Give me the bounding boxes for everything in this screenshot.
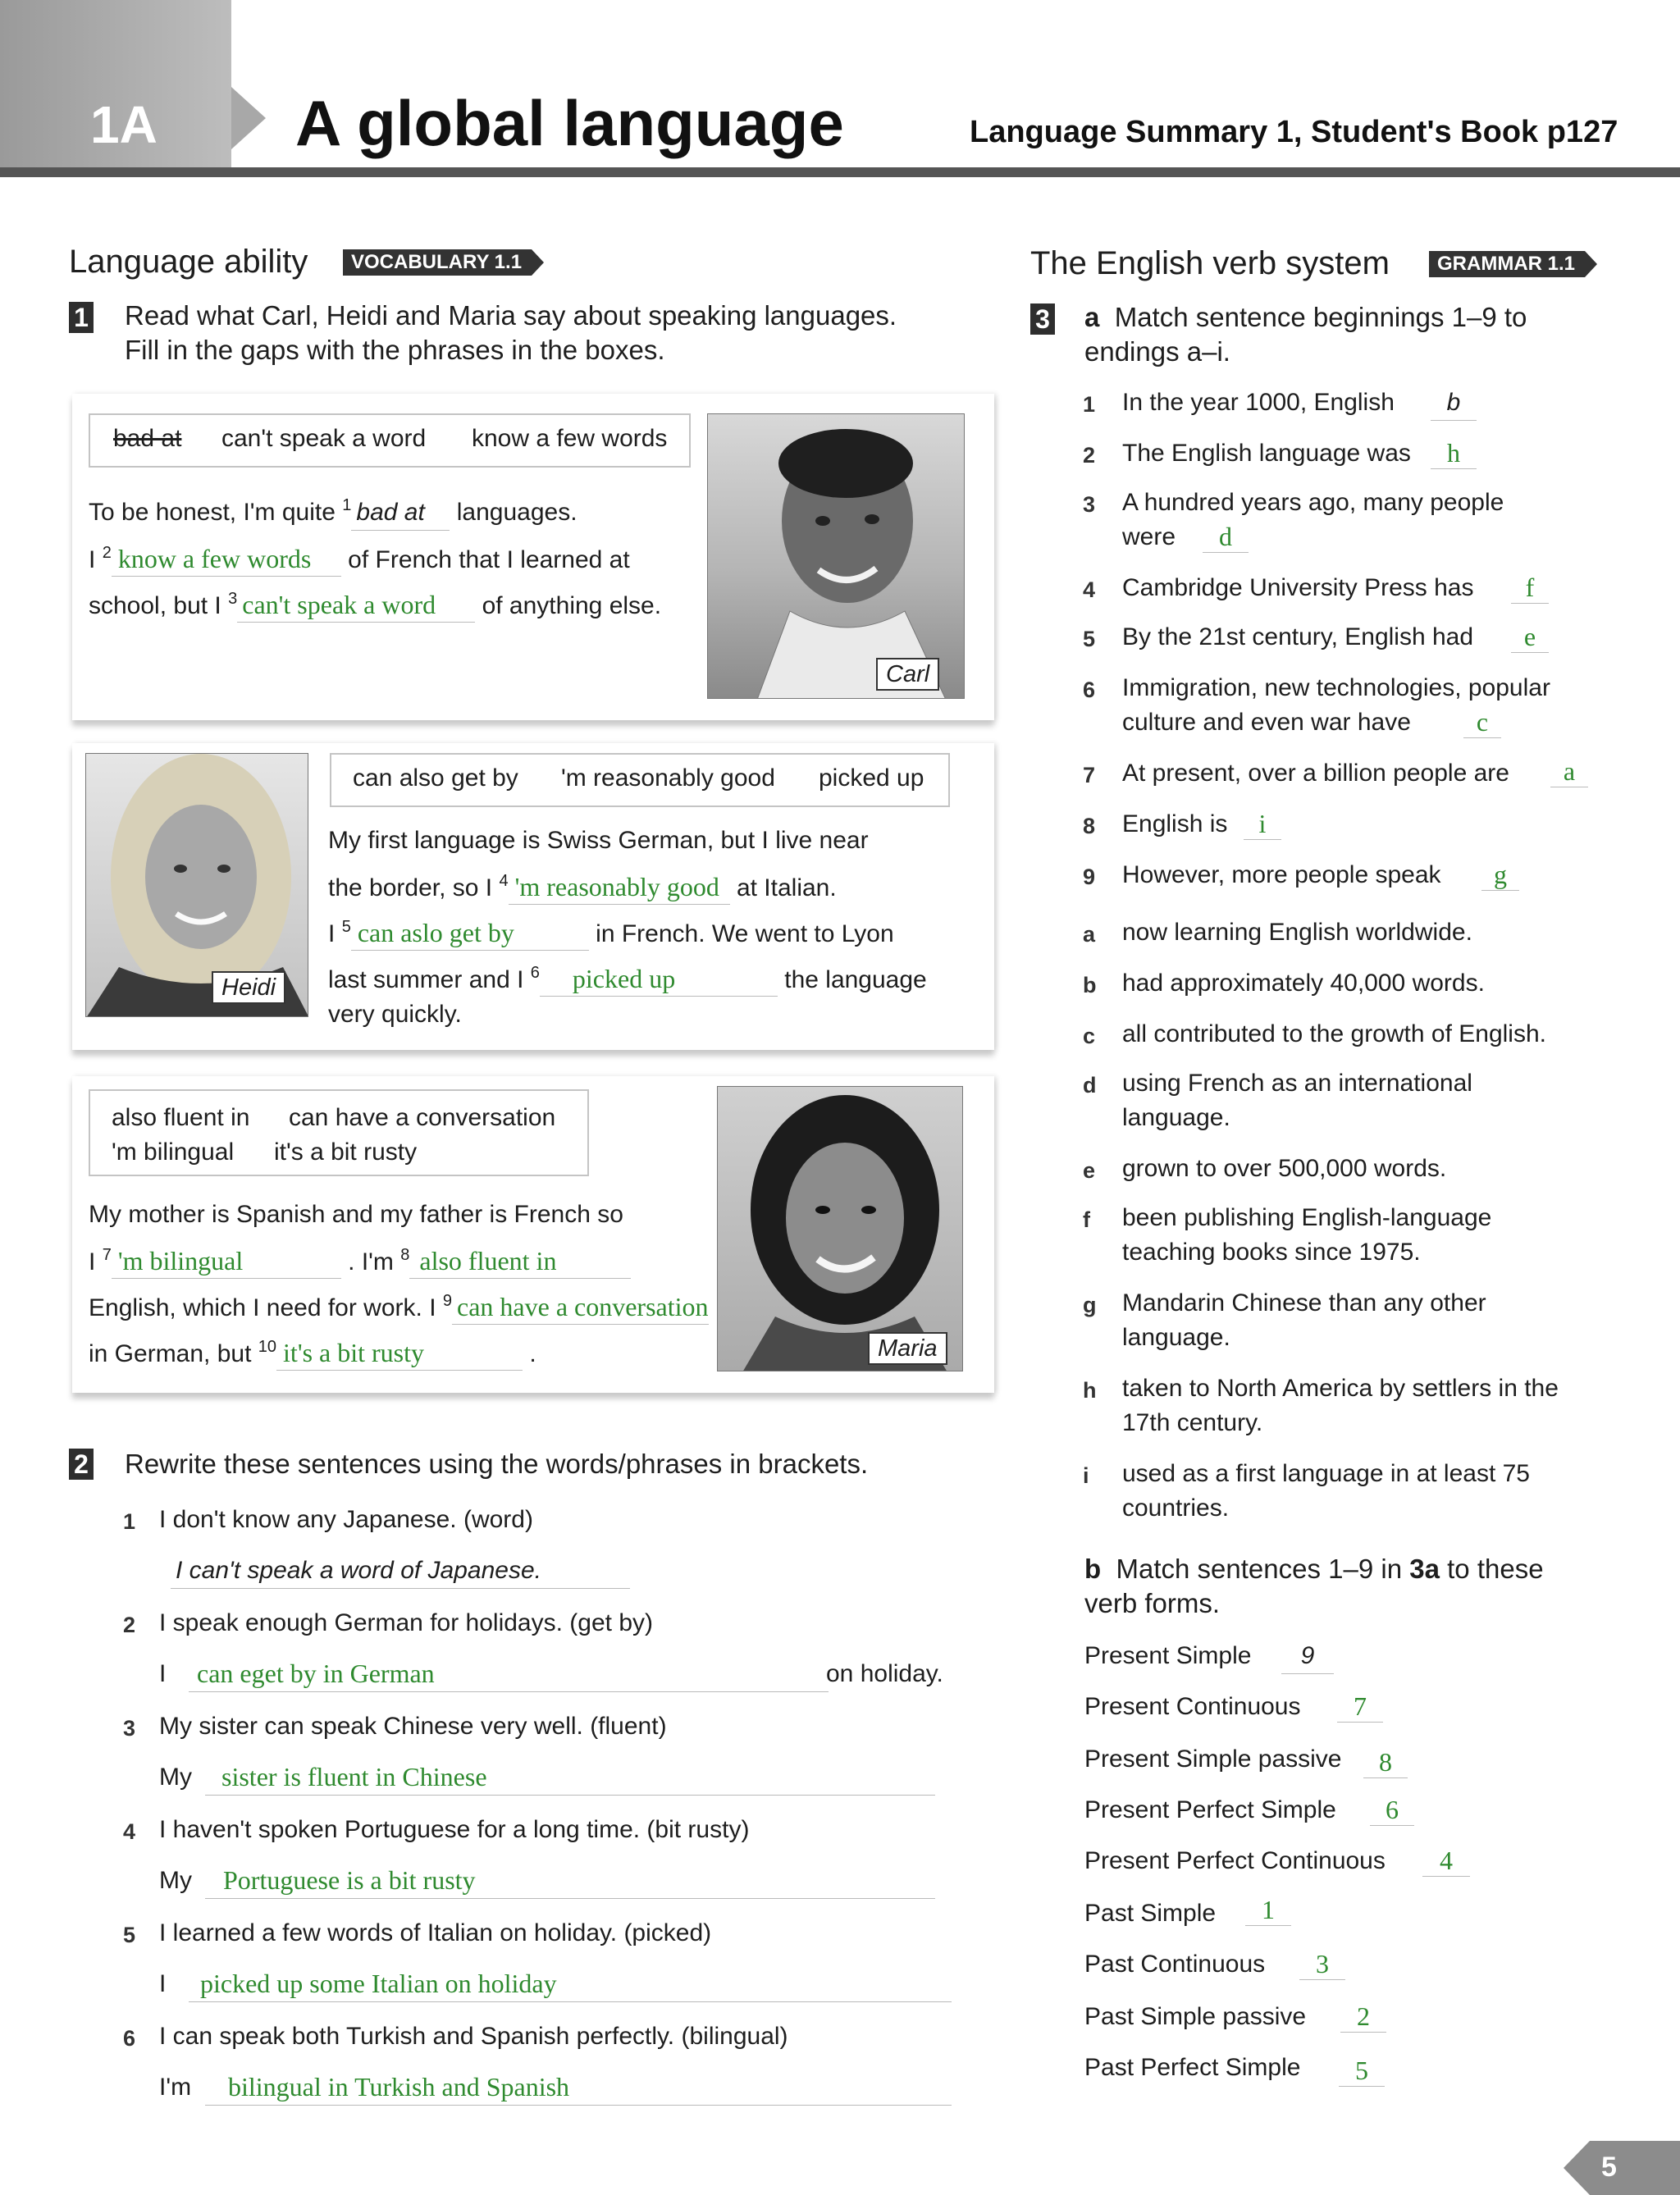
verb-form-item: Present Simple 9 bbox=[1084, 1639, 1577, 1690]
ending-item: g Mandarin Chinese than any other language. bbox=[1083, 1289, 1486, 1351]
ending-item: h taken to North America by settlers in the 17th century. bbox=[1083, 1375, 1559, 1436]
text-line: To be honest, I'm quite $^1$ bad at languages. bbox=[89, 495, 696, 541]
exercise-number: 1 bbox=[69, 302, 94, 333]
ex2-answer: can eget by in German bbox=[197, 1659, 435, 1688]
match-answer: c bbox=[1463, 707, 1501, 738]
ex2-list bbox=[123, 1503, 960, 2123]
match-answer: i bbox=[1244, 809, 1281, 840]
text-line: I $^7$ 'm bilingual . I'm $^8$ also fluent in bbox=[89, 1244, 745, 1289]
text-line: school, but I $^3$ can't speak a word of anything else. bbox=[89, 587, 696, 633]
maria-name-label: Maria bbox=[868, 1332, 947, 1365]
match-answer: h bbox=[1431, 438, 1477, 469]
exercise-instruction bbox=[125, 299, 897, 367]
form-answer: 5 bbox=[1339, 2056, 1385, 2087]
answer-3: can't speak a word bbox=[237, 587, 475, 623]
answer-5: can aslo get by bbox=[351, 915, 589, 951]
carl-portrait bbox=[708, 414, 965, 699]
form-answer: 9 bbox=[1281, 1639, 1334, 1674]
vocabulary-badge: VOCABULARY 1.1 bbox=[343, 249, 532, 276]
carl-photo bbox=[707, 413, 965, 699]
verb-form-item: Present Simple passive 8 bbox=[1084, 1742, 1577, 1793]
ending-item: i used as a first language in at least 75 countries. bbox=[1083, 1460, 1530, 1522]
word-box-item: can have a conversation bbox=[289, 1104, 556, 1131]
section-title-language-ability: Language ability bbox=[69, 244, 308, 280]
instruction-line: Read what Carl, Heidi and Maria say about speaking languages. bbox=[125, 300, 897, 331]
verb-form-item: Present Perfect Continuous 4 bbox=[1084, 1844, 1577, 1896]
text-line: My first language is Swiss German, but I live near bbox=[328, 827, 869, 854]
header-bar bbox=[0, 0, 1680, 182]
beginning-item: 7 At present, over a billion people are a bbox=[1083, 756, 1608, 807]
match-answer: a bbox=[1550, 756, 1588, 787]
text-line: the border, so I $^4$ 'm reasonably good at Italian. bbox=[328, 869, 968, 915]
heidi-text bbox=[328, 824, 968, 1034]
word-box-item: can also get by bbox=[353, 764, 518, 792]
book-reference: Language Summary 1, Student's Book p127 bbox=[970, 115, 1618, 149]
match-answer: d bbox=[1203, 522, 1249, 553]
exercise-number: 2 bbox=[69, 1449, 94, 1480]
verb-form-item: Present Continuous 7 bbox=[1084, 1690, 1577, 1742]
text-line: English, which I need for work. I $^9$ can have a conversation bbox=[89, 1289, 745, 1335]
form-answer: 4 bbox=[1422, 1846, 1470, 1877]
page-number-tab-arrow bbox=[1564, 2141, 1590, 2195]
form-answer: 1 bbox=[1245, 1895, 1291, 1926]
beginning-item: 1 In the year 1000, English b bbox=[1083, 386, 1608, 436]
verb-form-item: Past Simple 1 bbox=[1084, 1896, 1577, 1947]
answer-2: know a few words bbox=[112, 541, 341, 577]
form-answer: 7 bbox=[1337, 1691, 1383, 1723]
heidi-name-label: Heidi bbox=[212, 971, 285, 1004]
beginning-item: 5 By the 21st century, English had e bbox=[1083, 620, 1608, 671]
ending-item: d using French as an international language. bbox=[1083, 1070, 1472, 1131]
beginnings-list bbox=[1083, 386, 1608, 1542]
exercise-3a-instruction: a Match sentence beginnings 1–9 to endings a–i. bbox=[1084, 302, 1527, 367]
page-number: 5 bbox=[1601, 2152, 1617, 2183]
ending-item: c all contributed to the growth of English. bbox=[1083, 1020, 1546, 1048]
ending-item: f been publishing English-language teaching books since 1975. bbox=[1083, 1204, 1492, 1266]
exercise-instruction: Rewrite these sentences using the words/phrases in brackets. bbox=[125, 1449, 869, 1479]
page-title: A global language bbox=[295, 87, 844, 159]
answer-7: 'm bilingual bbox=[112, 1244, 341, 1279]
ex2-answer: bilingual in Turkish and Spanish bbox=[228, 2072, 570, 2101]
ex2-answer-row: My sister is fluent in Chinese bbox=[123, 1760, 960, 1813]
word-box-item: 'm reasonably good bbox=[561, 764, 775, 792]
beginning-item: 8 English is i bbox=[1083, 807, 1608, 858]
verb-form-item: Past Continuous 3 bbox=[1084, 1947, 1577, 2000]
maria-portrait bbox=[718, 1087, 963, 1371]
answer-6: picked up bbox=[540, 961, 778, 997]
answer-10: it's a bit rusty bbox=[276, 1335, 523, 1371]
answer-8: also fluent in bbox=[409, 1244, 631, 1279]
word-box-item: it's a bit rusty bbox=[274, 1139, 418, 1166]
text-line: very quickly. bbox=[328, 1001, 462, 1028]
header-rule bbox=[0, 167, 1680, 177]
ex2-answer-row: My Portuguese is a bit rusty bbox=[123, 1864, 960, 1916]
ex2-answer-row: I'm bilingual in Turkish and Spanish bbox=[123, 2070, 960, 2123]
ex2-question: 3 My sister can speak Chinese very well. (fluent) bbox=[123, 1713, 667, 1741]
form-answer: 3 bbox=[1299, 1949, 1345, 1980]
ending-item: e grown to over 500,000 words. bbox=[1083, 1155, 1447, 1183]
maria-photo bbox=[717, 1086, 963, 1371]
verb-form-item: Past Perfect Simple 5 bbox=[1084, 2051, 1577, 2101]
word-box-item-used: bad at bbox=[113, 425, 182, 452]
maria-text bbox=[89, 1198, 745, 1381]
unit-tab-arrow bbox=[231, 87, 266, 149]
beginning-item: 6 Immigration, new technologies, popular culture and even war have c bbox=[1083, 674, 1550, 737]
word-box-item: know a few words bbox=[472, 425, 668, 452]
ex2-question: 4 I haven't spoken Portuguese for a long time. (bit rusty) bbox=[123, 1816, 750, 1844]
form-answer: 6 bbox=[1370, 1795, 1414, 1826]
ending-item: a now learning English worldwide. bbox=[1083, 919, 1472, 947]
ex2-answer-row: I picked up some Italian on holiday bbox=[123, 1967, 960, 2019]
verb-form-item: Present Perfect Simple 6 bbox=[1084, 1793, 1577, 1844]
verb-form-item: Past Simple passive 2 bbox=[1084, 2000, 1577, 2051]
match-answer: g bbox=[1481, 860, 1519, 891]
text-line: last summer and I $^6$ picked up the language bbox=[328, 961, 968, 997]
ex2-question: 6 I can speak both Turkish and Spanish perfectly. (bilingual) bbox=[123, 2023, 788, 2051]
answer-4: 'm reasonably good bbox=[509, 869, 730, 905]
ex2-answer: picked up some Italian on holiday bbox=[200, 1969, 557, 1998]
ex2-question: 1 I don't know any Japanese. (word) bbox=[123, 1506, 533, 1534]
unit-label: 1A bbox=[90, 95, 158, 154]
beginning-item: 2 The English language was h bbox=[1083, 436, 1608, 486]
exercise-number: 3 bbox=[1030, 303, 1055, 335]
grammar-badge: GRAMMAR 1.1 bbox=[1429, 251, 1585, 277]
carl-text bbox=[89, 495, 696, 633]
form-answer: 8 bbox=[1363, 1747, 1408, 1778]
exercise-3b-instruction: b Match sentences 1–9 in 3a to these verb forms. bbox=[1084, 1554, 1544, 1618]
match-answer: f bbox=[1511, 573, 1549, 604]
text-line: My mother is Spanish and my father is French so bbox=[89, 1201, 623, 1228]
ex2-answer-row bbox=[123, 1554, 960, 1606]
beginning-item: 4 Cambridge University Press has f bbox=[1083, 571, 1608, 620]
beginning-item: 9 However, more people speak g bbox=[1083, 858, 1608, 915]
word-box-item: can't speak a word bbox=[221, 425, 427, 452]
ex2-answer: Portuguese is a bit rusty bbox=[223, 1865, 476, 1895]
word-box-item: also fluent in bbox=[112, 1104, 250, 1131]
ending-item: b had approximately 40,000 words. bbox=[1083, 970, 1485, 997]
carl-name-label: Carl bbox=[876, 658, 939, 691]
instruction-line: Fill in the gaps with the phrases in the boxes. bbox=[125, 335, 665, 365]
form-answer: 2 bbox=[1340, 2001, 1386, 2033]
match-answer: e bbox=[1511, 622, 1549, 653]
ex2-answer: I can't speak a word of Japanese. bbox=[176, 1557, 542, 1584]
text-line: I $^2$ know a few words of French that I learned at bbox=[89, 541, 696, 587]
ex2-answer: sister is fluent in Chinese bbox=[221, 1762, 487, 1791]
answer-9: can have a conversation bbox=[452, 1289, 709, 1325]
text-line: in German, but $^{10}$ it's a bit rusty . bbox=[89, 1335, 745, 1381]
text-line: I $^5$ can aslo get by in French. We went to Lyon bbox=[328, 915, 968, 961]
ex2-answer-row: I can eget by in German on holiday. bbox=[123, 1657, 960, 1709]
answer-1: bad at bbox=[351, 495, 450, 531]
verb-forms-list bbox=[1084, 1639, 1577, 2101]
ex2-question: 2 I speak enough German for holidays. (get by) bbox=[123, 1609, 653, 1637]
beginning-item: 3 A hundred years ago, many people were d bbox=[1083, 489, 1504, 551]
section-title-verb-system: The English verb system bbox=[1030, 245, 1390, 281]
word-box-item: 'm bilingual bbox=[112, 1139, 235, 1166]
match-answer: b bbox=[1431, 386, 1477, 421]
word-box-item: picked up bbox=[819, 764, 924, 792]
ex2-question: 5 I learned a few words of Italian on holiday. (picked) bbox=[123, 1919, 712, 1947]
